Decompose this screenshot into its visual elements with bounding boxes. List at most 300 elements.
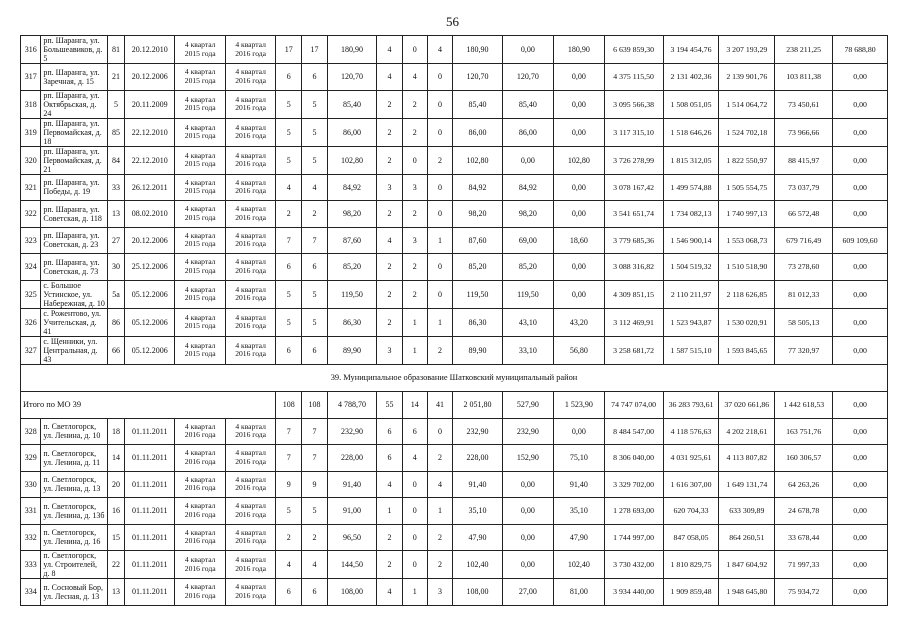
area-cell: 89,90	[327, 336, 376, 364]
cost-cell: 3 541 651,74	[604, 201, 663, 228]
table-row	[21, 64, 888, 91]
municipality-header: 39. Муниципальное образование Шатковский муниципальный район	[21, 364, 888, 391]
rooms-cell: 0	[427, 174, 453, 201]
people-cell: 7	[302, 418, 328, 445]
total-cell: 2 051,80	[453, 391, 502, 418]
area-cell: 0,00	[554, 418, 604, 445]
cost-cell: 73 966,66	[775, 118, 833, 146]
rooms-cell: 0	[427, 254, 453, 281]
cost-cell: 3 258 681,72	[604, 336, 663, 364]
area-cell: 152,90	[502, 445, 554, 472]
rooms-cell: 2	[402, 201, 427, 228]
plan-quarter-cell: 4 квартал 2016 года	[175, 471, 225, 498]
rooms-cell: 2	[377, 146, 403, 174]
cost-cell: 0,00	[833, 90, 888, 118]
people-cell: 6	[276, 579, 302, 606]
area-cell: 84,92	[502, 174, 554, 201]
area-cell: 98,20	[327, 201, 376, 228]
cost-cell: 0,00	[833, 118, 888, 146]
cost-cell: 0,00	[833, 418, 888, 445]
area-cell: 86,00	[327, 118, 376, 146]
plan-quarter-cell: 4 квартал 2016 года	[225, 280, 275, 308]
cost-cell: 66 572,48	[775, 201, 833, 228]
rooms-cell: 6	[377, 418, 403, 445]
cost-cell: 1 734 082,13	[663, 201, 719, 228]
plan-quarter-cell: 4 квартал 2016 года	[225, 118, 275, 146]
address-cell: п. Светлогорск, ул. Ленина, д. 11	[41, 445, 108, 472]
cost-cell: 1 499 574,88	[663, 174, 719, 201]
cost-cell: 163 751,76	[775, 418, 833, 445]
rooms-cell: 0	[427, 64, 453, 91]
address-cell: рп. Шаранга, ул. Советская, д. 23	[41, 227, 108, 254]
doc-number-cell: 84	[107, 146, 124, 174]
rooms-cell: 2	[377, 201, 403, 228]
plan-quarter-cell: 4 квартал 2015 года	[175, 90, 225, 118]
table-row	[21, 36, 888, 64]
plan-quarter-cell: 4 квартал 2015 года	[175, 254, 225, 281]
rooms-cell: 2	[427, 146, 453, 174]
people-cell: 2	[276, 201, 302, 228]
plan-quarter-cell: 4 квартал 2016 года	[175, 579, 225, 606]
doc-number-cell: 66	[107, 336, 124, 364]
total-label: Итого по МО 39	[21, 391, 276, 418]
area-cell: 85,40	[453, 90, 502, 118]
area-cell: 89,90	[453, 336, 502, 364]
rooms-cell: 2	[402, 90, 427, 118]
date-cell: 05.12.2006	[125, 336, 175, 364]
cost-cell: 1 815 312,05	[663, 146, 719, 174]
cost-cell: 24 678,78	[775, 498, 833, 525]
cost-cell: 1 553 068,73	[719, 227, 775, 254]
area-cell: 84,92	[327, 174, 376, 201]
people-cell: 5	[276, 308, 302, 336]
rooms-cell: 4	[377, 64, 403, 91]
area-cell: 86,00	[502, 118, 554, 146]
people-cell: 9	[276, 471, 302, 498]
plan-quarter-cell: 4 квартал 2015 года	[175, 336, 225, 364]
date-cell: 20.11.2009	[125, 90, 175, 118]
total-cell: 14	[402, 391, 427, 418]
plan-quarter-cell: 4 квартал 2016 года	[225, 174, 275, 201]
area-cell: 0,00	[554, 280, 604, 308]
cost-cell: 0,00	[833, 308, 888, 336]
plan-quarter-cell: 4 квартал 2016 года	[225, 579, 275, 606]
rooms-cell: 0	[427, 418, 453, 445]
rooms-cell: 2	[427, 445, 453, 472]
plan-quarter-cell: 4 квартал 2015 года	[175, 201, 225, 228]
area-cell: 0,00	[502, 551, 554, 579]
area-cell: 75,10	[554, 445, 604, 472]
plan-quarter-cell: 4 квартал 2015 года	[175, 227, 225, 254]
cost-cell: 73 037,79	[775, 174, 833, 201]
area-cell: 102,80	[554, 146, 604, 174]
area-cell: 91,40	[554, 471, 604, 498]
plan-quarter-cell: 4 квартал 2016 года	[175, 498, 225, 525]
row-number: 320	[21, 146, 41, 174]
area-cell: 180,90	[554, 36, 604, 64]
cost-cell: 1 546 900,14	[663, 227, 719, 254]
area-cell: 81,00	[554, 579, 604, 606]
row-number: 324	[21, 254, 41, 281]
total-cell: 527,90	[502, 391, 554, 418]
rooms-cell: 3	[377, 336, 403, 364]
people-cell: 6	[276, 254, 302, 281]
cost-cell: 3 726 278,99	[604, 146, 663, 174]
total-cell: 55	[377, 391, 403, 418]
cost-cell: 0,00	[833, 336, 888, 364]
cost-cell: 64 263,26	[775, 471, 833, 498]
plan-quarter-cell: 4 квартал 2016 года	[225, 498, 275, 525]
plan-quarter-cell: 4 квартал 2016 года	[225, 146, 275, 174]
area-cell: 98,20	[502, 201, 554, 228]
address-cell: п. Светлогорск, ул. Ленина, д. 16	[41, 524, 108, 551]
cost-cell: 1 810 829,75	[663, 551, 719, 579]
cost-cell: 33 678,44	[775, 524, 833, 551]
total-cell: 0,00	[833, 391, 888, 418]
area-cell: 180,90	[453, 36, 502, 64]
doc-number-cell: 20	[107, 471, 124, 498]
people-cell: 5	[276, 118, 302, 146]
area-cell: 102,40	[453, 551, 502, 579]
address-cell: с. Щенники, ул. Центральная, д. 43	[41, 336, 108, 364]
area-cell: 43,20	[554, 308, 604, 336]
people-cell: 4	[276, 551, 302, 579]
table-row	[21, 227, 888, 254]
date-cell: 22.12.2010	[125, 146, 175, 174]
cost-cell: 0,00	[833, 64, 888, 91]
people-cell: 2	[276, 524, 302, 551]
address-cell: п. Светлогорск, ул. Ленина, д. 10	[41, 418, 108, 445]
cost-cell: 1 514 064,72	[719, 90, 775, 118]
cost-cell: 1 523 943,87	[663, 308, 719, 336]
date-cell: 20.12.2006	[125, 227, 175, 254]
rooms-cell: 1	[427, 498, 453, 525]
date-cell: 20.12.2010	[125, 36, 175, 64]
area-cell: 232,90	[327, 418, 376, 445]
people-cell: 6	[302, 254, 328, 281]
rooms-cell: 2	[377, 118, 403, 146]
plan-quarter-cell: 4 квартал 2016 года	[225, 551, 275, 579]
cost-cell: 0,00	[833, 579, 888, 606]
area-cell: 69,00	[502, 227, 554, 254]
rooms-cell: 4	[402, 64, 427, 91]
address-cell: п. Светлогорск, ул. Строителей, д. 8	[41, 551, 108, 579]
people-cell: 6	[302, 336, 328, 364]
rooms-cell: 2	[427, 336, 453, 364]
address-cell: рп. Шаранга, ул. Октябрьская, д. 24	[41, 90, 108, 118]
area-cell: 85,20	[502, 254, 554, 281]
plan-quarter-cell: 4 квартал 2016 года	[225, 308, 275, 336]
rooms-cell: 2	[427, 551, 453, 579]
rooms-cell: 4	[427, 36, 453, 64]
address-cell: с. Рожентово, ул. Учительская, д. 41	[41, 308, 108, 336]
doc-number-cell: 13	[107, 201, 124, 228]
row-number: 327	[21, 336, 41, 364]
area-cell: 228,00	[327, 445, 376, 472]
cost-cell: 1 649 131,74	[719, 471, 775, 498]
area-cell: 85,20	[327, 254, 376, 281]
address-cell: рп. Шаранга, ул. Первомайская, д. 21	[41, 146, 108, 174]
cost-cell: 0,00	[833, 254, 888, 281]
municipality-section	[21, 364, 888, 418]
table-row	[21, 308, 888, 336]
date-cell: 05.12.2006	[125, 308, 175, 336]
row-number: 334	[21, 579, 41, 606]
row-number: 321	[21, 174, 41, 201]
rooms-cell: 3	[402, 227, 427, 254]
rooms-cell: 2	[402, 280, 427, 308]
address-cell: рп. Шаранга, ул. Первомайская, д. 18	[41, 118, 108, 146]
cost-cell: 73 278,60	[775, 254, 833, 281]
cost-cell: 864 260,51	[719, 524, 775, 551]
date-cell: 01.11.2011	[125, 579, 175, 606]
rooms-cell: 1	[402, 579, 427, 606]
cost-cell: 75 934,72	[775, 579, 833, 606]
rooms-cell: 0	[402, 498, 427, 525]
rooms-cell: 3	[402, 174, 427, 201]
table-row	[21, 146, 888, 174]
date-cell: 05.12.2006	[125, 280, 175, 308]
cost-cell: 1 822 550,97	[719, 146, 775, 174]
area-cell: 87,60	[453, 227, 502, 254]
area-cell: 86,30	[327, 308, 376, 336]
area-cell: 232,90	[502, 418, 554, 445]
area-cell: 18,60	[554, 227, 604, 254]
cost-cell: 1 504 519,32	[663, 254, 719, 281]
area-cell: 96,50	[327, 524, 376, 551]
total-cell: 1 442 618,53	[775, 391, 833, 418]
total-cell: 36 283 793,61	[663, 391, 719, 418]
plan-quarter-cell: 4 квартал 2015 года	[175, 146, 225, 174]
cost-cell: 78 688,80	[833, 36, 888, 64]
row-number: 318	[21, 90, 41, 118]
people-cell: 5	[302, 118, 328, 146]
area-cell: 47,90	[554, 524, 604, 551]
rooms-cell: 4	[377, 36, 403, 64]
plan-quarter-cell: 4 квартал 2016 года	[175, 418, 225, 445]
cost-cell: 8 306 040,00	[604, 445, 663, 472]
cost-cell: 2 110 211,97	[663, 280, 719, 308]
area-cell: 102,40	[554, 551, 604, 579]
area-cell: 0,00	[502, 498, 554, 525]
date-cell: 08.02.2010	[125, 201, 175, 228]
rooms-cell: 1	[427, 227, 453, 254]
rooms-cell: 2	[377, 308, 403, 336]
cost-cell: 3 207 193,29	[719, 36, 775, 64]
cost-cell: 3 088 316,82	[604, 254, 663, 281]
date-cell: 01.11.2011	[125, 524, 175, 551]
area-cell: 0,00	[554, 201, 604, 228]
cost-cell: 1 510 518,90	[719, 254, 775, 281]
cost-cell: 1 740 997,13	[719, 201, 775, 228]
cost-cell: 71 997,33	[775, 551, 833, 579]
doc-number-cell: 5а	[107, 280, 124, 308]
table-row	[21, 280, 888, 308]
doc-number-cell: 14	[107, 445, 124, 472]
rooms-cell: 1	[427, 308, 453, 336]
people-cell: 6	[302, 579, 328, 606]
people-cell: 5	[276, 146, 302, 174]
date-cell: 01.11.2011	[125, 418, 175, 445]
people-cell: 7	[276, 227, 302, 254]
area-cell: 87,60	[327, 227, 376, 254]
people-cell: 7	[302, 445, 328, 472]
area-cell: 86,30	[453, 308, 502, 336]
area-cell: 35,10	[554, 498, 604, 525]
doc-number-cell: 30	[107, 254, 124, 281]
cost-cell: 847 058,05	[663, 524, 719, 551]
people-cell: 4	[276, 174, 302, 201]
rooms-cell: 2	[377, 280, 403, 308]
people-cell: 9	[302, 471, 328, 498]
row-number: 317	[21, 64, 41, 91]
cost-cell: 0,00	[833, 471, 888, 498]
people-cell: 17	[302, 36, 328, 64]
address-cell: с. Большое Устинское, ул. Набережная, д. 10	[41, 280, 108, 308]
area-cell: 180,90	[327, 36, 376, 64]
address-cell: рп. Шаранга, ул. Советская, д. 73	[41, 254, 108, 281]
cost-cell: 633 309,89	[719, 498, 775, 525]
area-cell: 35,10	[453, 498, 502, 525]
people-cell: 5	[276, 280, 302, 308]
plan-quarter-cell: 4 квартал 2015 года	[175, 174, 225, 201]
rooms-cell: 3	[427, 579, 453, 606]
rooms-cell: 4	[402, 445, 427, 472]
rooms-cell: 2	[402, 118, 427, 146]
cost-cell: 2 131 402,36	[663, 64, 719, 91]
plan-quarter-cell: 4 квартал 2015 года	[175, 280, 225, 308]
date-cell: 01.11.2011	[125, 445, 175, 472]
area-cell: 27,00	[502, 579, 554, 606]
total-cell: 74 747 074,00	[604, 391, 663, 418]
rooms-cell: 0	[427, 118, 453, 146]
address-cell: рп. Шаранга, ул. Советская, д. 118	[41, 201, 108, 228]
doc-number-cell: 5	[107, 90, 124, 118]
total-cell: 41	[427, 391, 453, 418]
cost-cell: 1 744 997,00	[604, 524, 663, 551]
cost-cell: 3 117 315,10	[604, 118, 663, 146]
table-body-a	[21, 36, 888, 365]
row-number: 328	[21, 418, 41, 445]
doc-number-cell: 27	[107, 227, 124, 254]
area-cell: 43,10	[502, 308, 554, 336]
area-cell: 120,70	[327, 64, 376, 91]
plan-quarter-cell: 4 квартал 2016 года	[175, 551, 225, 579]
total-cell: 108	[302, 391, 328, 418]
rooms-cell: 4	[377, 227, 403, 254]
cost-cell: 0,00	[833, 280, 888, 308]
cost-cell: 0,00	[833, 201, 888, 228]
people-cell: 5	[276, 90, 302, 118]
table-row	[21, 118, 888, 146]
doc-number-cell: 18	[107, 418, 124, 445]
rooms-cell: 1	[402, 308, 427, 336]
rooms-cell: 4	[427, 471, 453, 498]
address-cell: рп. Шаранга, ул. Победы, д. 19	[41, 174, 108, 201]
date-cell: 01.11.2011	[125, 551, 175, 579]
rooms-cell: 2	[377, 551, 403, 579]
cost-cell: 1 508 051,05	[663, 90, 719, 118]
cost-cell: 1 587 515,10	[663, 336, 719, 364]
doc-number-cell: 15	[107, 524, 124, 551]
cost-cell: 4 118 576,63	[663, 418, 719, 445]
cost-cell: 1 593 845,65	[719, 336, 775, 364]
cost-cell: 88 415,97	[775, 146, 833, 174]
cost-cell: 3 095 566,38	[604, 90, 663, 118]
plan-quarter-cell: 4 квартал 2016 года	[175, 445, 225, 472]
area-cell: 144,50	[327, 551, 376, 579]
table-row	[21, 254, 888, 281]
municipality-total-row	[21, 391, 888, 418]
area-cell: 0,00	[554, 64, 604, 91]
cost-cell: 4 202 218,61	[719, 418, 775, 445]
total-cell: 1 523,90	[554, 391, 604, 418]
doc-number-cell: 85	[107, 118, 124, 146]
rooms-cell: 0	[427, 90, 453, 118]
plan-quarter-cell: 4 квартал 2016 года	[225, 90, 275, 118]
total-cell: 108	[276, 391, 302, 418]
rooms-cell: 0	[402, 551, 427, 579]
cost-cell: 0,00	[833, 524, 888, 551]
rooms-cell: 2	[402, 254, 427, 281]
rooms-cell: 4	[377, 579, 403, 606]
table-row	[21, 471, 888, 498]
people-cell: 7	[276, 445, 302, 472]
rooms-cell: 4	[377, 471, 403, 498]
plan-quarter-cell: 4 квартал 2016 года	[225, 227, 275, 254]
table-row	[21, 579, 888, 606]
row-number: 329	[21, 445, 41, 472]
cost-cell: 1 948 645,80	[719, 579, 775, 606]
rooms-cell: 0	[402, 471, 427, 498]
cost-cell: 8 484 547,00	[604, 418, 663, 445]
total-cell: 4 788,70	[327, 391, 376, 418]
cost-cell: 77 320,97	[775, 336, 833, 364]
address-cell: п. Светлогорск, ул. Ленина, д. 13б	[41, 498, 108, 525]
cost-cell: 679 716,49	[775, 227, 833, 254]
cost-cell: 4 113 807,82	[719, 445, 775, 472]
date-cell: 26.12.2011	[125, 174, 175, 201]
address-cell: п. Светлогорск, ул. Ленина, д. 13	[41, 471, 108, 498]
cost-cell: 3 078 167,42	[604, 174, 663, 201]
area-cell: 56,80	[554, 336, 604, 364]
cost-cell: 0,00	[833, 498, 888, 525]
area-cell: 0,00	[502, 146, 554, 174]
cost-cell: 4 375 115,50	[604, 64, 663, 91]
address-cell: рп. Шаранга, ул. Заречная, д. 15	[41, 64, 108, 91]
table-row	[21, 201, 888, 228]
cost-cell: 1 616 307,00	[663, 471, 719, 498]
cost-cell: 4 309 851,15	[604, 280, 663, 308]
cost-cell: 1 909 859,48	[663, 579, 719, 606]
cost-cell: 1 530 020,91	[719, 308, 775, 336]
people-cell: 5	[302, 498, 328, 525]
plan-quarter-cell: 4 квартал 2015 года	[175, 308, 225, 336]
cost-cell: 3 194 454,76	[663, 36, 719, 64]
area-cell: 0,00	[554, 254, 604, 281]
area-cell: 119,50	[502, 280, 554, 308]
cost-cell: 620 704,33	[663, 498, 719, 525]
rooms-cell: 0	[402, 524, 427, 551]
plan-quarter-cell: 4 квартал 2016 года	[225, 471, 275, 498]
area-cell: 102,80	[327, 146, 376, 174]
area-cell: 0,00	[554, 118, 604, 146]
area-cell: 120,70	[453, 64, 502, 91]
area-cell: 91,00	[327, 498, 376, 525]
cost-cell: 0,00	[833, 174, 888, 201]
address-cell: п. Сосновый Бор, ул. Лесная, д. 13	[41, 579, 108, 606]
date-cell: 22.12.2010	[125, 118, 175, 146]
